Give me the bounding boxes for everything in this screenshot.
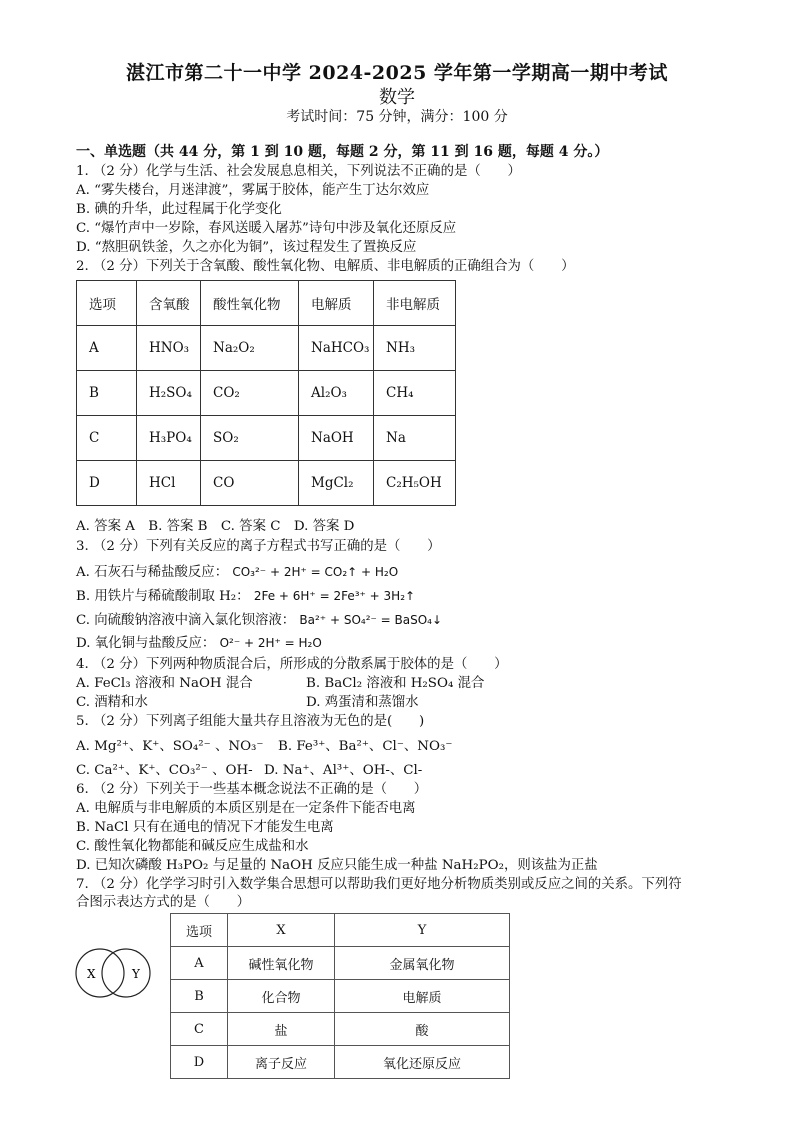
q3-option-b (76, 587, 415, 606)
q3-option-c (76, 611, 442, 630)
section-heading: 一、单选题（共 44 分，第 1 到 10 题，每题 2 分，第 11 到 16 题，每题 4 分。） (76, 144, 609, 160)
q3-option-a-text: A. 石灰石与稀盐酸反应： (76, 565, 229, 580)
table-header-cell: 非电解质 (374, 281, 456, 326)
table-cell: A (77, 326, 137, 371)
table-header-cell: X (228, 914, 335, 947)
table-row (171, 947, 510, 980)
q3-stem: 3. （2 分）下列有关反应的离子方程式书写正确的是（ ） (76, 539, 441, 554)
q3-option-c-equation: Ba²⁺ + SO₄²⁻ = BaSO₄↓ (299, 613, 443, 627)
table-cell: NaHCO₃ (299, 326, 374, 371)
table-row (77, 416, 456, 461)
q6-option-a: A. 电解质与非电解质的本质区别是在一定条件下能否电离 (76, 801, 416, 816)
q3-option-c-text: C. 向硫酸钠溶液中滴入氯化钡溶液： (76, 613, 296, 628)
table-cell: NaOH (299, 416, 374, 461)
q3-option-b-equation: 2Fe + 6H⁺ = 2Fe³⁺ + 3H₂↑ (253, 589, 416, 603)
table-cell: HNO₃ (137, 326, 201, 371)
q4-option-b: B. BaCl₂ 溶液和 H₂SO₄ 混合 (306, 676, 485, 691)
q2-answers: A. 答案 A B. 答案 B C. 答案 C D. 答案 D (76, 519, 355, 534)
q7-table (170, 913, 510, 1079)
q4-stem: 4. （2 分）下列两种物质混合后，所形成的分散系属于胶体的是（ ） (76, 657, 508, 672)
q1-option-c: C. “爆竹声中一岁除，春风送暖入屠苏”诗句中涉及氧化还原反应 (76, 221, 457, 236)
exam-title: 湛江市第二十一中学 2024-2025 学年第一学期高一期中考试 (126, 62, 668, 84)
q6-option-c: C. 酸性氧化物都能和碱反应生成盐和水 (76, 839, 309, 854)
table-cell: CO (201, 461, 299, 506)
table-cell: C (77, 416, 137, 461)
q6-stem: 6. （2 分）下列关于一些基本概念说法不正确的是（ ） (76, 782, 428, 797)
venn-label-x: X (87, 967, 96, 981)
exam-subject: 数学 (379, 87, 415, 108)
table-header-cell: 酸性氧化物 (201, 281, 299, 326)
q3-option-b-text: B. 用铁片与稀硫酸制取 H₂： (76, 589, 250, 604)
table-header-cell: 选项 (171, 914, 228, 947)
table-cell: 电解质 (335, 980, 510, 1013)
table-cell: MgCl₂ (299, 461, 374, 506)
table-cell: 离子反应 (228, 1046, 335, 1079)
table-row (171, 1046, 510, 1079)
q5-stem: 5. （2 分）下列离子组能大量共存且溶液为无色的是( ) (76, 714, 425, 729)
table-cell: C₂H₅OH (374, 461, 456, 506)
table-header-cell: 含氧酸 (137, 281, 201, 326)
table-cell: 盐 (228, 1013, 335, 1046)
q6-option-b: B. NaCl 只有在通电的情况下才能发生电离 (76, 820, 334, 835)
q5-option-a: A. Mg²⁺、K⁺、SO₄²⁻ 、NO₃⁻ (76, 739, 264, 754)
table-cell: B (171, 980, 228, 1013)
q5-option-c: C. Ca²⁺、K⁺、CO₃²⁻ 、OH- (76, 763, 253, 778)
venn-diagram (72, 945, 156, 1001)
venn-circle-x (76, 949, 124, 997)
table-cell: D (171, 1046, 228, 1079)
table-header-cell: Y (335, 914, 510, 947)
table-cell: 氧化还原反应 (335, 1046, 510, 1079)
table-cell: Al₂O₃ (299, 371, 374, 416)
venn-circle-y (102, 949, 150, 997)
table-cell: 金属氧化物 (335, 947, 510, 980)
table-cell: C (171, 1013, 228, 1046)
q5-option-b: B. Fe³⁺、Ba²⁺、Cl⁻、NO₃⁻ (278, 739, 453, 754)
table-header-cell: 选项 (77, 281, 137, 326)
table-header-cell: 电解质 (299, 281, 374, 326)
q1-stem: 1. （2 分）化学与生活、社会发展息息相关，下列说法不正确的是（ ） (76, 164, 521, 179)
table-cell: H₂SO₄ (137, 371, 201, 416)
q3-option-d-equation: O²⁻ + 2H⁺ = H₂O (219, 636, 322, 650)
table-row (171, 980, 510, 1013)
table-cell: H₃PO₄ (137, 416, 201, 461)
table-cell: Na₂O₂ (201, 326, 299, 371)
q4-option-c: C. 酒精和水 (76, 695, 148, 710)
q3-option-d-text: D. 氧化铜与盐酸反应： (76, 636, 216, 651)
q3-option-a-equation: CO₃²⁻ + 2H⁺ = CO₂↑ + H₂O (232, 565, 399, 579)
table-row (77, 326, 456, 371)
table-cell: D (77, 461, 137, 506)
q7-stem-line2: 合图示表达方式的是（ ） (76, 895, 251, 910)
table-cell: SO₂ (201, 416, 299, 461)
table-cell: 酸 (335, 1013, 510, 1046)
table-header-row (77, 281, 456, 326)
venn-label-y: Y (132, 967, 140, 981)
table-row (77, 371, 456, 416)
table-cell: NH₃ (374, 326, 456, 371)
table-cell: Na (374, 416, 456, 461)
q3-option-a (76, 563, 398, 582)
q7-stem-line1: 7. （2 分）化学学习时引入数学集合思想可以帮助我们更好地分析物质类别或反应之间的关系。下列符 (76, 877, 682, 892)
q3-option-d (76, 634, 322, 653)
table-row (77, 461, 456, 506)
table-cell: CO₂ (201, 371, 299, 416)
q6-option-d: D. 已知次磷酸 H₃PO₂ 与足量的 NaOH 反应只能生成一种盐 NaH₂PO₂，则该盐为正盐 (76, 858, 598, 873)
table-cell: CH₄ (374, 371, 456, 416)
table-cell: B (77, 371, 137, 416)
table-row (171, 1013, 510, 1046)
exam-time-info: 考试时间：75 分钟，满分：100 分 (286, 109, 508, 125)
q5-option-d: D. Na⁺、Al³⁺、OH-、Cl- (264, 763, 423, 778)
q2-stem: 2. （2 分）下列关于含氧酸、酸性氧化物、电解质、非电解质的正确组合为（ ） (76, 259, 575, 274)
table-cell: A (171, 947, 228, 980)
q1-option-d: D. “熬胆矾铁釜，久之亦化为铜”，该过程发生了置换反应 (76, 240, 417, 255)
q2-table (76, 280, 456, 506)
q1-option-a: A. “雾失楼台，月迷津渡”，雾属于胶体，能产生丁达尔效应 (76, 183, 430, 198)
q4-option-a: A. FeCl₃ 溶液和 NaOH 混合 (76, 676, 253, 691)
q4-option-d: D. 鸡蛋清和蒸馏水 (306, 695, 419, 710)
table-cell: 化合物 (228, 980, 335, 1013)
table-cell: HCl (137, 461, 201, 506)
table-header-row (171, 914, 510, 947)
table-cell: 碱性氧化物 (228, 947, 335, 980)
q1-option-b: B. 碘的升华，此过程属于化学变化 (76, 202, 282, 217)
